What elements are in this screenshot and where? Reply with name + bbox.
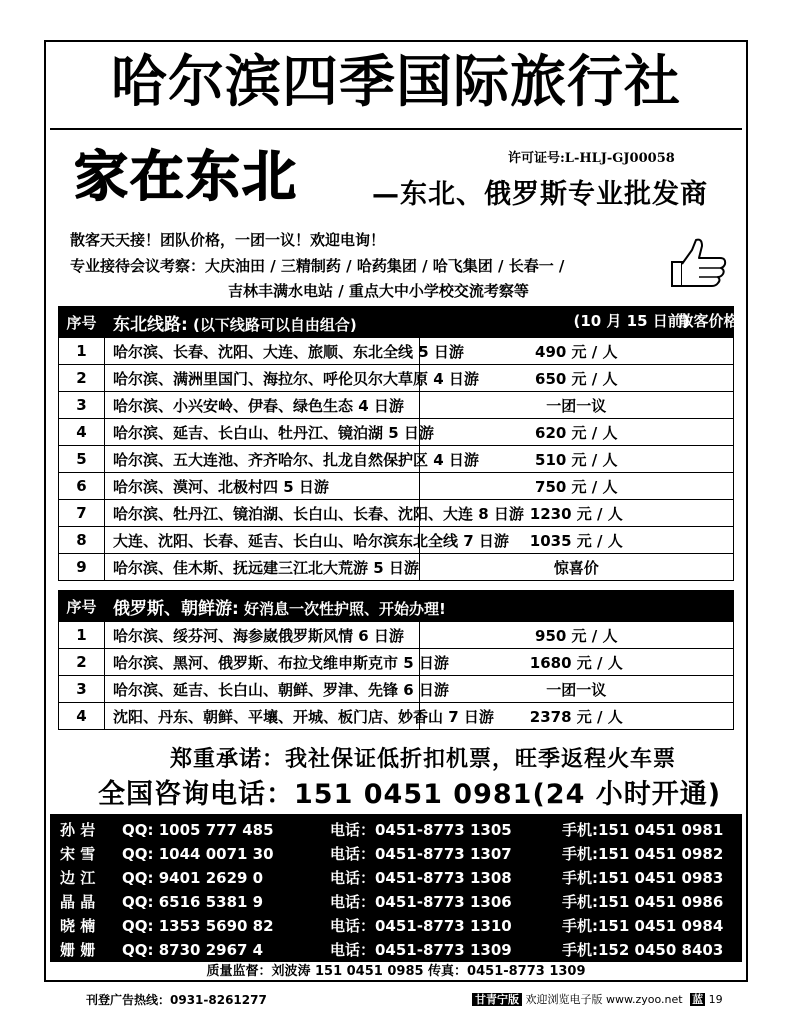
table-row: [59, 527, 734, 554]
page-number: 19: [708, 993, 723, 1006]
section-note: (以下线路可以自由组合): [193, 315, 357, 334]
route-price: 510 元 / 人: [419, 446, 734, 473]
quality-supervision: 质量监督：刘波涛 151 0451 0985 传真：0451-8773 1309: [206, 964, 586, 979]
contact-name: 边 江: [60, 869, 96, 887]
contact-qq: QQ: 6516 5381 9: [122, 893, 264, 911]
contact-name: 晶 晶: [60, 893, 96, 911]
route-price: 490 元 / 人: [419, 338, 734, 365]
table-row: [59, 473, 734, 500]
slogan: 家在东北: [74, 145, 298, 208]
contact-mobile: 手机:151 0451 0983: [562, 869, 724, 887]
table-row: [59, 500, 734, 527]
contact-mobile: 手机:151 0451 0981: [562, 821, 724, 839]
table-row: [59, 365, 734, 392]
row-number: 2: [59, 649, 105, 676]
license-number: 许可证号:L-HLJ-GJ00058: [508, 151, 675, 166]
route-name: 哈尔滨、长春、沈阳、大连、旅顺、东北全线 5 日游: [105, 338, 420, 365]
route-name: 哈尔滨、佳木斯、抚远建三江北大荒游 5 日游: [105, 554, 420, 581]
route-name: 哈尔滨、延吉、长白山、牡丹江、镜泊湖 5 日游: [105, 419, 420, 446]
row-number: 1: [59, 622, 105, 649]
date-note: (10 月 15 日前): [573, 311, 690, 330]
table-row: [59, 554, 734, 581]
contact-qq: QQ: 1353 5690 82: [122, 917, 274, 935]
contact-tel: 电话：0451-8773 1305: [330, 821, 512, 839]
section-name: 俄罗斯、朝鲜游:: [113, 598, 239, 619]
contact-tel: 电话：0451-8773 1310: [330, 917, 512, 935]
contact-list: [50, 814, 742, 962]
route-price: 一团一议: [419, 676, 734, 703]
domestic-routes-table: [58, 306, 739, 581]
welcome-text: 欢迎浏览电子版 www.zyoo.net: [525, 993, 683, 1006]
intro-line-2: 专业接待会议考察：大庆油田 / 三精制药 / 哈药集团 / 哈飞集团 / 长春一 /: [70, 257, 565, 275]
subslogan: —东北、俄罗斯专业批发商: [372, 179, 708, 210]
contact-tel: 电话：0451-8773 1308: [330, 869, 512, 887]
contact-name: 宋 雪: [60, 845, 96, 863]
footer-info: [472, 991, 723, 1007]
contact-name: 孙 岩: [60, 821, 96, 839]
contact-qq: QQ: 1005 777 485: [122, 821, 274, 839]
route-price: 一团一议: [419, 392, 734, 419]
agency-title: 哈尔滨四季国际旅行社: [111, 50, 681, 115]
contact-tel: 电话：0451-8773 1309: [330, 941, 512, 959]
price-header: 散客价格: [678, 311, 739, 330]
table-row: [59, 622, 734, 649]
route-name: 哈尔滨、牡丹江、镜泊湖、长白山、长春、沈阳、大连 8 日游: [105, 500, 420, 527]
table-row: [59, 703, 734, 730]
contact-mobile: 手机:151 0451 0982: [562, 845, 724, 863]
no-header: 序号: [59, 307, 105, 338]
edition-color: 蓝: [692, 993, 704, 1006]
route-name: 哈尔滨、小兴安岭、伊春、绿色生态 4 日游: [105, 392, 420, 419]
row-number: 7: [59, 500, 105, 527]
row-number: 3: [59, 676, 105, 703]
route-name: 哈尔滨、漠河、北极村四 5 日游: [105, 473, 420, 500]
route-price: 950 元 / 人: [419, 622, 734, 649]
row-number: 1: [59, 338, 105, 365]
contact-name: 姗 姗: [60, 941, 96, 959]
row-number: 4: [59, 703, 105, 730]
route-name: 哈尔滨、延吉、长白山、朝鲜、罗津、先锋 6 日游: [105, 676, 420, 703]
section-header-russia-korea: [59, 591, 734, 622]
row-number: 6: [59, 473, 105, 500]
contact-name: 晓 楠: [60, 917, 96, 935]
intro-line-3: 吉林丰满水电站 / 重点大中小学校交流考察等: [228, 282, 529, 300]
row-number: 4: [59, 419, 105, 446]
route-price: 620 元 / 人: [419, 419, 734, 446]
route-name: 沈阳、丹东、朝鲜、平壤、开城、板门店、妙香山 7 日游: [105, 703, 420, 730]
section-note: 好消息一次性护照、开始办理!: [244, 599, 446, 618]
contact-qq: QQ: 1044 0071 30: [122, 845, 274, 863]
row-number: 8: [59, 527, 105, 554]
edition-badge: 甘青宁版: [472, 993, 522, 1006]
title-divider: [50, 128, 742, 130]
route-price: 1035 元 / 人: [419, 527, 734, 554]
row-number: 5: [59, 446, 105, 473]
route-price: 惊喜价: [419, 554, 734, 581]
table-row: [59, 392, 734, 419]
contact-mobile: 手机:151 0451 0986: [562, 893, 724, 911]
section-name: 东北线路:: [113, 314, 188, 335]
contact-mobile: 手机:152 0450 8403: [562, 941, 724, 959]
route-name: 哈尔滨、五大连池、齐齐哈尔、扎龙自然保护区 4 日游: [105, 446, 420, 473]
table-row: [59, 649, 734, 676]
contact-qq: QQ: 8730 2967 4: [122, 941, 264, 959]
route-name: 大连、沈阳、长春、延吉、长白山、哈尔滨东北全线 7 日游: [105, 527, 420, 554]
route-name: 哈尔滨、黑河、俄罗斯、布拉戈维申斯克市 5 日游: [105, 649, 420, 676]
table-row: [59, 338, 734, 365]
route-price: 650 元 / 人: [419, 365, 734, 392]
table-row: [59, 446, 734, 473]
route-name: 哈尔滨、满洲里国门、海拉尔、呼伦贝尔大草原 4 日游: [105, 365, 420, 392]
route-price: 1680 元 / 人: [419, 649, 734, 676]
row-number: 9: [59, 554, 105, 581]
row-number: 3: [59, 392, 105, 419]
promise-statement: 郑重承诺：我社保证低折扣机票，旺季返程火车票: [170, 747, 677, 772]
national-hotline: 全国咨询电话：151 0451 0981(24 小时开通): [98, 779, 722, 810]
row-number: 2: [59, 365, 105, 392]
contact-qq: QQ: 9401 2629 0: [122, 869, 264, 887]
route-price: 750 元 / 人: [419, 473, 734, 500]
route-name: 哈尔滨、绥芬河、海参崴俄罗斯风情 6 日游: [105, 622, 420, 649]
route-price: 2378 元 / 人: [419, 703, 734, 730]
table-row: [59, 419, 734, 446]
russia-korea-routes-table: [58, 590, 734, 730]
intro-line-1: 散客天天接！团队价格，一团一议！欢迎电询！: [70, 231, 386, 249]
thumbs-up-icon: [668, 236, 730, 290]
contact-tel: 电话：0451-8773 1307: [330, 845, 512, 863]
route-price: 1230 元 / 人: [419, 500, 734, 527]
no-header: 序号: [59, 591, 105, 622]
section-header-domestic: [59, 307, 734, 338]
contact-tel: 电话：0451-8773 1306: [330, 893, 512, 911]
table-row: [59, 676, 734, 703]
ad-hotline: 刊登广告热线：0931-8261277: [86, 993, 267, 1007]
contact-mobile: 手机:151 0451 0984: [562, 917, 724, 935]
